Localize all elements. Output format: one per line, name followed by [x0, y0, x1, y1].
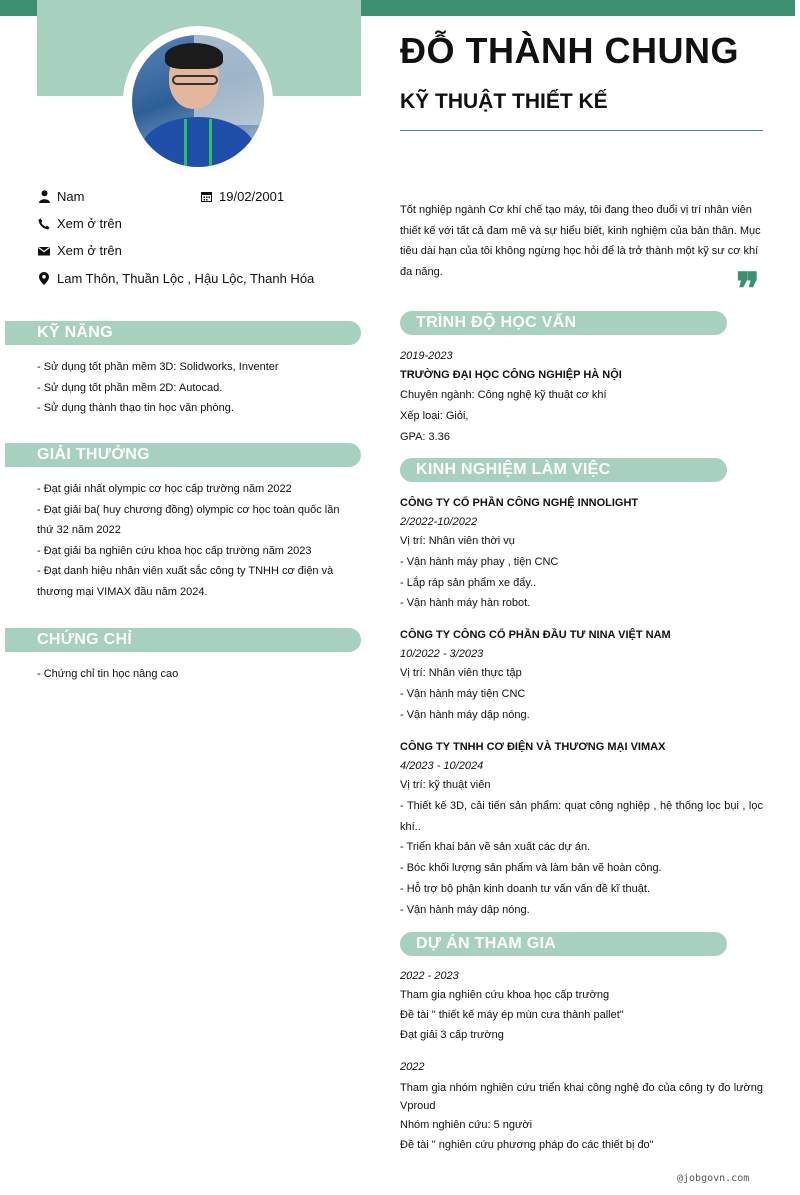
site-watermark: @jobgovn.com: [677, 1173, 750, 1184]
avatar-frame: [123, 26, 273, 176]
dob-value: 19/02/2001: [219, 189, 285, 204]
career-summary: Tốt nghiệp ngành Cơ khí chế tạo máy, tôi đang theo đuổi vị trí nhân viên thiết kế với tất cả đam mê và sự hiểu biết, kinh nghiệm của bản thân. Mục tiêu dài hạn của tôi không ngừng học hỏi để là trở thành một kỹ sư cơ khí đa năng.: [400, 204, 761, 278]
gender-row: [37, 189, 84, 204]
projects-heading: DỰ ÁN THAM GIA: [400, 932, 727, 956]
experience-heading: KINH NGHIỆM LÀM VIỆC: [400, 458, 727, 482]
list-item: - Sử dụng tốt phần mềm 3D: Solidworks, Inventer: [37, 361, 279, 373]
education-heading: TRÌNH ĐỘ HỌC VẤN: [400, 311, 727, 335]
list-item: - Sử dụng tốt phần mềm 2D: Autocad.: [37, 381, 223, 394]
job-detail: - Triển khai bản vẽ sản xuất các dự án.: [400, 841, 591, 854]
phone-icon: [37, 217, 51, 231]
certificates-list: [37, 664, 357, 685]
list-item: - Đạt giải ba nghiên cứu khoa học cấp trường năm 2023: [37, 544, 312, 557]
skills-heading: KỸ NĂNG: [5, 321, 361, 345]
project-detail: Đạt giải 3 cấp trường: [400, 1029, 504, 1041]
education-detail: GPA: 3.36: [400, 430, 450, 443]
job-detail: Vị trí: Nhân viên thời vụ: [400, 535, 515, 547]
email-value: Xem ở trên: [57, 243, 122, 258]
phone-value: Xem ở trên: [57, 216, 122, 231]
project-detail: Đề tài " nghiên cứu phương pháp đo các thiết bị đo": [400, 1139, 654, 1151]
education-entry: [400, 347, 763, 447]
envelope-icon: [37, 244, 51, 258]
awards-list: [37, 479, 351, 602]
company-name: CÔNG TY CỔ PHẦN CÔNG NGHỆ INNOLIGHT: [400, 497, 639, 509]
job-period: 2/2022-10/2022: [400, 516, 478, 528]
title-divider: [400, 130, 763, 131]
address-value: Lam Thôn, Thuần Lộc , Hậu Lộc, Thanh Hóa: [57, 271, 315, 286]
person-icon: [37, 190, 51, 204]
job-detail: - Hỗ trợ bộ phận kinh doanh tư vấn vấn đề kĩ thuật.: [400, 882, 651, 895]
project-period: 2022: [400, 1061, 425, 1073]
project-entry: [400, 1058, 763, 1155]
project-entry: [400, 967, 763, 1045]
project-detail: Đề tài " thiết kế máy ép mùn cưa thành pallet": [400, 1009, 624, 1021]
location-pin-icon: [37, 272, 51, 286]
job-detail: - Vận hành máy dập nóng.: [400, 903, 530, 916]
project-period: 2022 - 2023: [400, 970, 459, 982]
job-detail: - Vận hành máy phay , tiện CNC: [400, 555, 559, 568]
education-period: 2019-2023: [400, 350, 453, 362]
job-period: 10/2022 - 3/2023: [400, 648, 484, 660]
job-detail: - Lắp ráp sản phẩm xe đẩy..: [400, 576, 537, 589]
email-row: [37, 243, 122, 258]
job-entry: [400, 625, 763, 725]
candidate-role: KỸ THUẬT THIẾT KẾ: [400, 90, 608, 113]
job-detail: - Vận hành máy tiện CNC: [400, 687, 526, 700]
job-entry: [400, 493, 763, 614]
gender-value: Nam: [57, 189, 85, 204]
awards-heading: GIẢI THƯỞNG: [5, 443, 361, 467]
list-item: - Đạt giải nhất olympic cơ học cấp trường năm 2022: [37, 483, 292, 495]
phone-row: [37, 216, 122, 231]
project-detail: Nhóm nghiên cứu: 5 người: [400, 1119, 533, 1131]
avatar: [132, 35, 264, 167]
address-row: [37, 271, 314, 286]
candidate-name: ĐỖ THÀNH CHUNG: [400, 30, 739, 71]
quote-icon: ❞: [736, 264, 760, 315]
list-item: - Đạt giải ba( huy chương đồng) olympic cơ học toàn quốc lần thứ 32 năm 2022: [37, 503, 340, 536]
dob-row: [199, 189, 284, 204]
job-detail: - Bóc khối lượng sản phẩm và làm bản vẽ hoàn công.: [400, 862, 662, 875]
project-detail: Tham gia nhóm nghiên cứu triển khai công nghệ đo của công ty đo lường Vproud: [400, 1082, 763, 1112]
job-entry: [400, 737, 763, 921]
skills-list: [37, 357, 357, 419]
project-detail: Tham gia nghiên cứu khoa học cấp trường: [400, 989, 610, 1001]
job-detail: Vị trí: kỹ thuật viên: [400, 779, 491, 791]
education-detail: Chuyên ngành: Công nghệ kỹ thuật cơ khí: [400, 389, 607, 401]
job-period: 4/2023 - 10/2024: [400, 760, 484, 772]
company-name: CÔNG TY CÔNG CỔ PHẦN ĐẦU TƯ NINA VIỆT NAM: [400, 629, 671, 641]
job-detail: - Vận hành máy hàn robot.: [400, 597, 531, 610]
certificates-heading: CHỨNG CHỈ: [5, 628, 361, 652]
list-item: - Sử dụng thành thạo tin học văn phòng.: [37, 402, 234, 414]
calendar-icon: [199, 190, 213, 204]
list-item: - Đạt danh hiệu nhân viên xuất sắc công ty TNHH cơ điện và thương mại VIMAX đầu năm 2024.: [37, 565, 334, 598]
education-detail: Xếp loại: Giỏi,: [400, 409, 469, 422]
school-name: TRƯỜNG ĐẠI HỌC CÔNG NGHIỆP HÀ NỘI: [400, 369, 622, 381]
job-detail: - Thiết kế 3D, cải tiến sản phẩm: quạt công nghiệp , hệ thống lọc bụi , lọc khí..: [400, 799, 763, 833]
list-item: - Chứng chỉ tin học nâng cao: [37, 668, 179, 680]
company-name: CÔNG TY TNHH CƠ ĐIỆN VÀ THƯƠNG MẠI VIMAX: [400, 741, 666, 753]
job-detail: - Vận hành máy dập nóng.: [400, 708, 530, 721]
job-detail: Vị trí: Nhân viên thực tập: [400, 667, 522, 679]
